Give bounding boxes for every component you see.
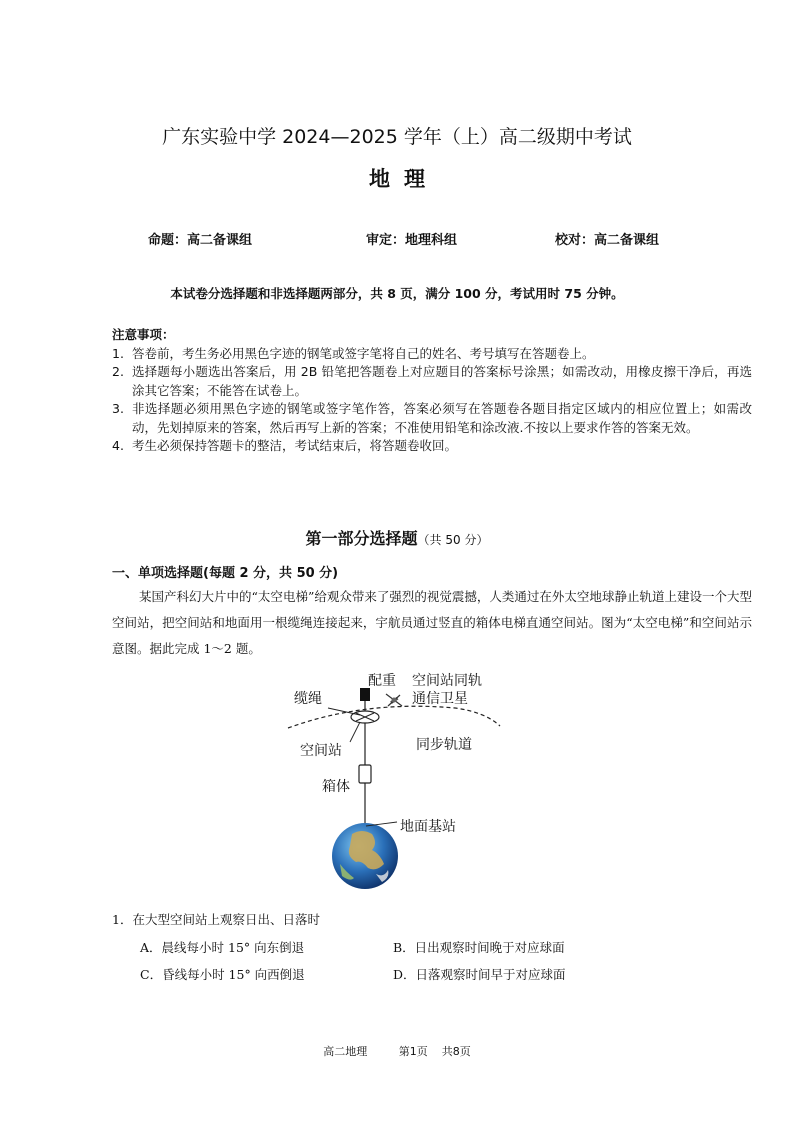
section-heading: 一、单项选择题(每题 2 分，共 50 分) bbox=[112, 566, 339, 581]
note-item bbox=[112, 345, 752, 364]
label-cable: 缆绳 bbox=[294, 691, 322, 707]
question-1-option-b[interactable]: B．日出观察时间晚于对应球面 bbox=[393, 940, 565, 955]
question-passage: 某国产科幻大片中的“太空电梯”给观众带来了强烈的视觉震撼，人类通过在外太空地球静止轨道上建设一个大型空间站，把空间站和地面用一根缆绳连接起来，宇航员通过竖直的箱体电梯直通空间站。图为“太空电梯”和空间站示意图。据此完成 1～2 题。 bbox=[112, 589, 752, 656]
notes-block bbox=[112, 326, 752, 456]
sync-orbit-arc bbox=[288, 706, 500, 728]
question-1-stem: 1．在大型空间站上观察日出、日落时 bbox=[112, 912, 320, 927]
note-number: 3. bbox=[112, 401, 124, 416]
part-one-score: （共 50 分） bbox=[417, 533, 489, 547]
note-text: 非选择题必须用黑色字迹的钢笔或签字笔作答，答案必须写在答题卷各题目指定区域内的相应位置上；如需改动，先划掉原来的答案，然后再写上新的答案；不准使用铅笔和涂改液.不按以上要求作答的答案无效。 bbox=[132, 401, 752, 435]
staff-reviewer: 审定：地理科组 bbox=[366, 233, 458, 248]
cabin-icon bbox=[359, 765, 371, 783]
note-number: 2. bbox=[112, 364, 124, 379]
exam-intro: 本试卷分选择题和非选择题两部分，共 8 页，满分 100 分，考试用时 75 分钟。 bbox=[170, 286, 624, 301]
satellite-icon bbox=[386, 694, 402, 706]
question-1-option-c[interactable]: C．昏线每小时 15° 向西倒退 bbox=[140, 967, 305, 982]
label-counterweight: 配重 bbox=[368, 673, 396, 689]
subject-title: 地理 bbox=[369, 167, 439, 191]
note-text: 选择题每小题选出答案后，用 2B 铅笔把答题卷上对应题目的答案标号涂黑；如需改动，用橡皮擦干净后，再选涂其它答案；不能答在试卷上。 bbox=[132, 364, 752, 398]
question-1-option-d[interactable]: D．日落观察时间早于对应球面 bbox=[393, 967, 566, 982]
note-number: 1. bbox=[112, 345, 124, 361]
label-station: 空间站 bbox=[300, 743, 342, 759]
note-number: 4. bbox=[112, 438, 124, 453]
part-one-title bbox=[0, 526, 794, 549]
note-item bbox=[112, 437, 752, 456]
label-cabin: 箱体 bbox=[322, 779, 350, 795]
label-sync-orbit: 同步轨道 bbox=[416, 737, 472, 753]
note-item bbox=[112, 363, 752, 400]
label-ground-base: 地面基站 bbox=[400, 819, 456, 835]
note-text: 考生必须保持答题卡的整洁，考试结束后，将答题卷收回。 bbox=[132, 438, 458, 453]
space-elevator-figure bbox=[280, 668, 520, 900]
notes-heading: 注意事项： bbox=[112, 327, 175, 342]
footer-subject: 高二地理 bbox=[323, 1045, 368, 1058]
staff-proofreader: 校对：高二备课组 bbox=[555, 233, 660, 248]
note-text: 答卷前，考生务必用黑色字迹的钢笔或签字笔将自己的姓名、考号填写在答题卷上。 bbox=[132, 345, 595, 361]
footer-total-pages: 共8页 bbox=[441, 1045, 471, 1058]
page-footer bbox=[0, 1043, 794, 1059]
staff-author: 命题：高二备课组 bbox=[148, 233, 253, 248]
label-comm-satellite: 通信卫星 bbox=[412, 691, 468, 707]
question-1-option-a[interactable]: A．晨线每小时 15° 向东倒退 bbox=[140, 940, 305, 955]
exam-title: 广东实验中学 2024—2025 学年（上）高二级期中考试 bbox=[162, 126, 632, 148]
note-item bbox=[112, 400, 752, 437]
part-one-heading: 第一部分选择题 bbox=[305, 529, 418, 548]
label-same-orbit: 空间站同轨 bbox=[412, 673, 482, 689]
footer-page-number: 第1页 bbox=[398, 1045, 428, 1058]
